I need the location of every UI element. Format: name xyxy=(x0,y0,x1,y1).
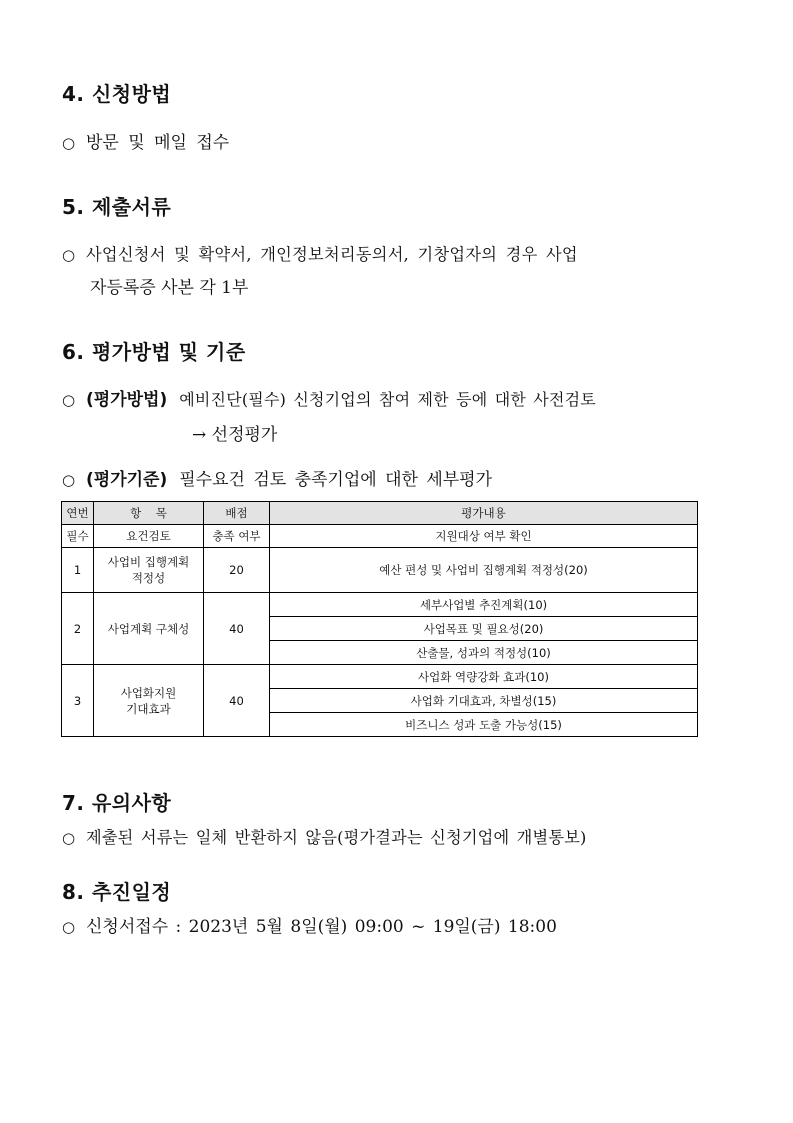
cell-item: 사업계획 구체성 xyxy=(94,593,204,665)
section-4-text: 방문 및 메일 접수 xyxy=(86,133,230,153)
cell-item xyxy=(94,548,204,593)
table-row-2 xyxy=(62,593,698,617)
cell-item: 요건검토 xyxy=(94,525,204,548)
cell-content: 산출물, 성과의 적정성(10) xyxy=(270,641,698,665)
section-7-text: 제출된 서류는 일체 반환하지 않음(평가결과는 신청기업에 개별통보) xyxy=(86,828,587,847)
section-5-text-line1: 사업신청서 및 확약서, 개인정보처리동의서, 기창업자의 경우 사업 xyxy=(86,245,578,264)
header-item: 항 목 xyxy=(94,502,204,525)
cell-item-line: 사업화지원 xyxy=(120,685,177,700)
section-7-item xyxy=(62,824,587,848)
section-4-title: 4. 신청방법 xyxy=(62,82,172,106)
table-row-required xyxy=(62,525,698,548)
criteria-text: 필수요건 검토 충족기업에 대한 세부평가 xyxy=(179,470,493,490)
header-content: 평가내용 xyxy=(270,502,698,525)
method-tag: (평가방법) xyxy=(86,390,168,410)
method-text-line1: 예비진단(필수) 신청기업의 참여 제한 등에 대한 사전검토 xyxy=(179,390,596,409)
section-8-title: 8. 추진일정 xyxy=(62,880,172,904)
cell-content: 세부사업별 추진계획(10) xyxy=(270,593,698,617)
cell-content: 사업목표 및 필요성(20) xyxy=(270,617,698,641)
cell-score: 20 xyxy=(204,548,270,593)
cell-item-line: 적정성 xyxy=(131,571,166,585)
section-6-title: 6. 평가방법 및 기준 xyxy=(62,340,246,364)
section-6-method-item xyxy=(62,385,596,410)
cell-score: 40 xyxy=(204,593,270,665)
section-4-item xyxy=(62,128,229,153)
header-no: 연번 xyxy=(62,502,94,525)
table-row-3 xyxy=(62,665,698,689)
cell-content: 예산 편성 및 사업비 집행계획 적정성(20) xyxy=(270,548,698,593)
cell-no: 2 xyxy=(62,593,94,665)
table-row-1 xyxy=(62,548,698,593)
section-5-item xyxy=(62,241,578,265)
cell-item-line: 기대효과 xyxy=(126,701,171,716)
table-header-row xyxy=(62,502,698,525)
evaluation-table xyxy=(61,501,698,737)
cell-no: 필수 xyxy=(62,525,94,548)
cell-no: 3 xyxy=(62,665,94,737)
bullet-circle-icon: ○ xyxy=(62,246,76,264)
section-8-text: 신청서접수 : 2023년 5월 8일(월) 09:00 ~ 19일(금) 18:00 xyxy=(86,917,557,937)
cell-content: 비즈니스 성과 도출 가능성(15) xyxy=(270,713,698,737)
section-6-criteria-item xyxy=(62,465,492,490)
section-5-text-line2: 자등록증 사본 각 1부 xyxy=(90,278,249,298)
cell-score: 충족 여부 xyxy=(204,525,270,548)
bullet-circle-icon: ○ xyxy=(62,918,76,936)
bullet-circle-icon: ○ xyxy=(62,829,76,847)
cell-content: 사업화 역량강화 효과(10) xyxy=(270,665,698,689)
method-text-line2: → 선정평가 xyxy=(192,425,278,445)
cell-item-line: 사업비 집행계획 xyxy=(107,555,190,569)
section-8-item xyxy=(62,912,557,937)
cell-no: 1 xyxy=(62,548,94,593)
cell-score: 40 xyxy=(204,665,270,737)
bullet-circle-icon: ○ xyxy=(62,134,76,152)
section-5-title: 5. 제출서류 xyxy=(62,195,172,219)
bullet-circle-icon: ○ xyxy=(62,391,76,409)
cell-item xyxy=(94,665,204,737)
cell-content: 지원대상 여부 확인 xyxy=(270,525,698,548)
cell-content: 사업화 기대효과, 차별성(15) xyxy=(270,689,698,713)
criteria-tag: (평가기준) xyxy=(86,470,168,490)
bullet-circle-icon: ○ xyxy=(62,471,76,489)
header-score: 배점 xyxy=(204,502,270,525)
section-7-title: 7. 유의사항 xyxy=(62,791,172,815)
